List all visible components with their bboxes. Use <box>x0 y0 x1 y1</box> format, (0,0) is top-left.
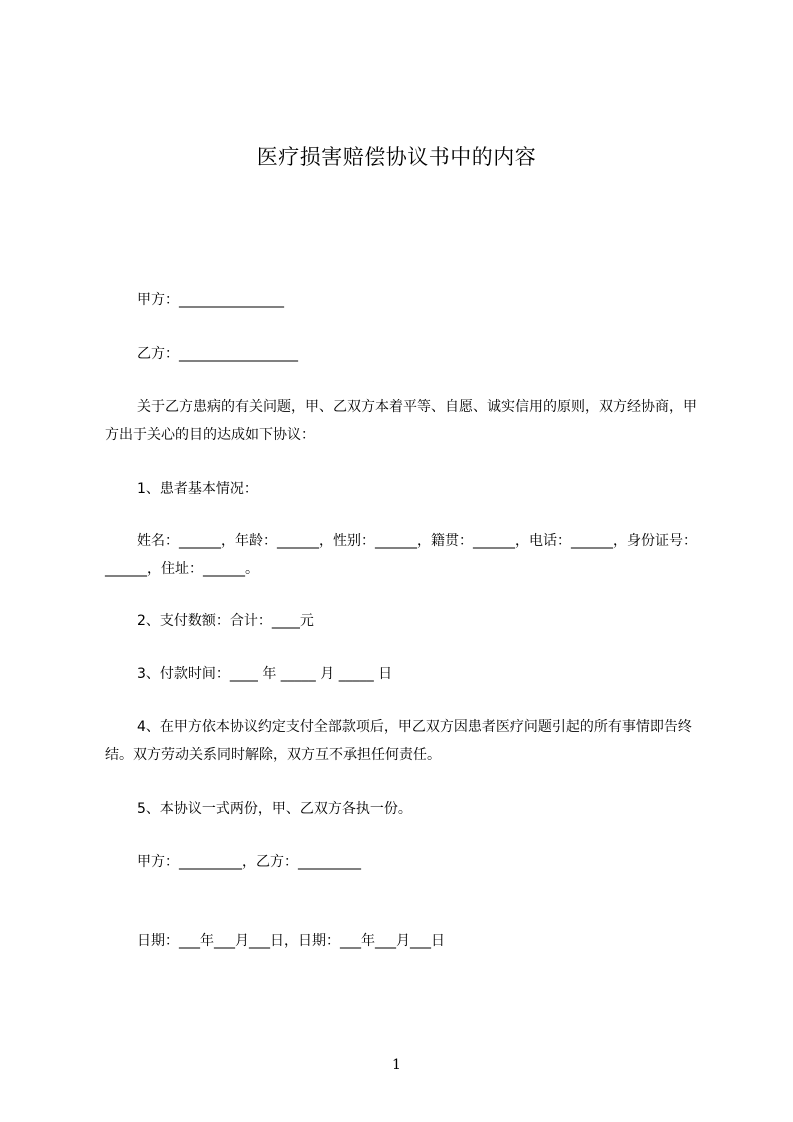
clause-5-copies: 5、本协议一式两份，甲、乙双方各执一份。 <box>137 801 412 817</box>
clause-3-payment-time: 3、付款时间：____ 年 _____ 月 _____ 日 <box>137 666 393 682</box>
clause-2-payment-amount: 2、支付数额：合计：____元 <box>137 613 314 629</box>
party-a-line: 甲方：_______________ <box>137 292 284 308</box>
signature-line: 甲方：_________，乙方：_________ <box>137 854 361 870</box>
date-line: 日期：___年___月___日，日期：___年___月___日 <box>137 933 445 949</box>
document-title: 医疗损害赔偿协议书中的内容 <box>256 145 537 169</box>
clause-1-heading: 1、患者基本情况： <box>137 481 258 497</box>
page-number: 1 <box>392 1057 401 1073</box>
clause-1-detail: 姓名：______，年龄：______，性别：______，籍贯：______，电话：______，身份证号：______，住址：______。 <box>105 533 697 577</box>
intro-paragraph: 关于乙方患病的有关问题，甲、乙双方本着平等、自愿、诚实信用的原则，双方经协商，甲方出于关心的目的达成如下协议： <box>105 399 697 443</box>
party-b-line: 乙方：_________________ <box>137 346 298 362</box>
clause-4-settlement: 4、在甲方依本协议约定支付全部款项后，甲乙双方因患者医疗问题引起的所有事情即告终结。双方劳动关系同时解除，双方互不承担任何责任。 <box>105 719 692 763</box>
